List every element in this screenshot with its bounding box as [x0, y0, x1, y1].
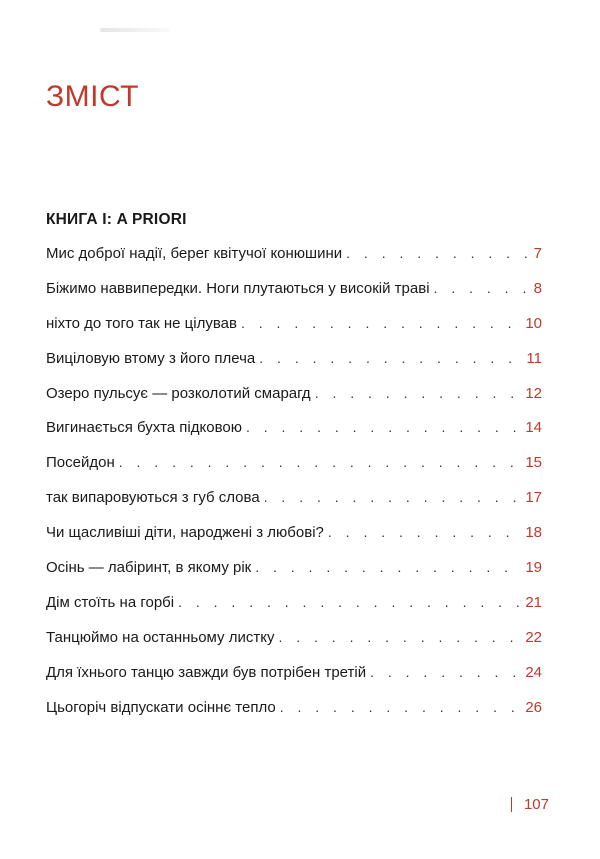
entry-title: так випаровуються з губ слова — [46, 489, 260, 507]
entry-title: Біжимо наввипередки. Ноги плутаються у високій траві — [46, 279, 430, 297]
page-number: 107 — [523, 796, 549, 813]
entry-title: Озеро пульсує — розколотий смарагд — [46, 384, 311, 402]
toc-entry[interactable] — [46, 699, 542, 734]
dot-leader — [346, 245, 530, 261]
toc-entry[interactable] — [46, 524, 542, 559]
entry-title: Мис доброї надії, берег квітучої конюшини — [46, 245, 343, 262]
dot-leader — [246, 419, 521, 435]
dot-leader — [434, 280, 530, 296]
entry-title: Вигинається бухта підковою — [46, 419, 242, 437]
toc-entry[interactable] — [46, 385, 542, 420]
toc-entry[interactable] — [46, 629, 542, 664]
section-heading: КНИГА І: A PRIORI — [46, 211, 187, 228]
toc-entry[interactable] — [46, 454, 542, 489]
toc-entry[interactable] — [46, 315, 542, 350]
entry-page-number: 19 — [525, 559, 542, 577]
page-title: ЗМІСТ — [46, 80, 139, 113]
entry-title: Для їхнього танцю завжди був потрібен третій — [46, 663, 367, 681]
entry-title: ніхто до того так не цілував — [46, 314, 237, 332]
entry-page-number: 14 — [525, 419, 542, 437]
page-folio — [511, 796, 549, 813]
toc-entry[interactable] — [46, 245, 542, 280]
dot-leader — [315, 385, 522, 401]
entry-page-number: 12 — [525, 384, 542, 402]
dot-leader — [119, 454, 522, 470]
entry-title: Дім стоїть на горбі — [46, 593, 175, 611]
toc-entry[interactable] — [46, 280, 542, 315]
dot-leader — [178, 594, 521, 610]
entry-page-number: 18 — [525, 524, 542, 542]
entry-page-number: 22 — [525, 628, 542, 646]
toc-entry[interactable] — [46, 489, 542, 524]
table-of-contents — [46, 245, 542, 733]
entry-title: Виціловую втому з його плеча — [46, 349, 256, 367]
entry-title: Чи щасливіші діти, народжені з любові? — [46, 524, 324, 542]
dot-leader — [255, 559, 521, 575]
toc-entry[interactable] — [46, 559, 542, 594]
entry-title: Танцюймо на останньому листку — [46, 628, 275, 646]
entry-page-number: 26 — [525, 698, 542, 716]
dot-leader — [264, 489, 522, 505]
dot-leader — [280, 699, 522, 715]
toc-entry[interactable] — [46, 594, 542, 629]
toc-entry[interactable] — [46, 664, 542, 699]
entry-page-number: 10 — [525, 314, 542, 332]
toc-entry[interactable] — [46, 350, 542, 385]
dot-leader — [278, 629, 521, 645]
entry-page-number: 21 — [525, 593, 542, 611]
toc-entry[interactable] — [46, 419, 542, 454]
entry-page-number: 24 — [525, 663, 542, 681]
entry-title: Цьогоріч відпускати осіннє тепло — [46, 698, 276, 716]
entry-page-number: 15 — [525, 454, 542, 472]
entry-page-number: 8 — [533, 279, 542, 297]
folio-divider — [511, 797, 512, 812]
entry-page-number: 17 — [525, 489, 542, 507]
entry-page-number: 7 — [533, 245, 542, 262]
dot-leader — [370, 664, 521, 680]
scan-artifact — [100, 28, 170, 32]
entry-page-number: 11 — [526, 349, 542, 367]
entry-title: Осінь — лабіринт, в якому рік — [46, 559, 252, 577]
dot-leader — [259, 350, 522, 366]
dot-leader — [241, 315, 521, 331]
dot-leader — [328, 524, 521, 540]
entry-title: Посейдон — [46, 454, 115, 472]
